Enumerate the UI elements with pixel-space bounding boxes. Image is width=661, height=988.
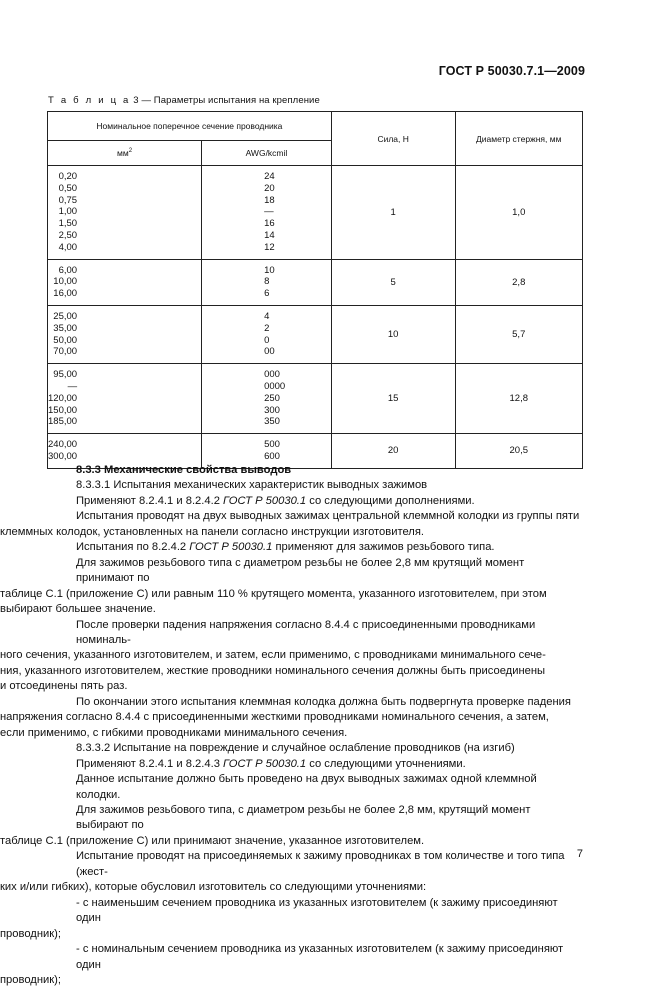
cell-awg-kcmil bbox=[202, 305, 332, 363]
cell-section-mm2-value: 300,00 bbox=[48, 450, 78, 462]
paragraph-4-line-2: таблице С.1 (приложение С) или равным 110 % крутящего момента, указанного изготовителем, при этом bbox=[0, 587, 547, 600]
test-parameters-table bbox=[47, 111, 583, 469]
table-caption-title: — Параметры испытания на крепление bbox=[141, 95, 320, 106]
paragraph-6-line-2: напряжения согласно 8.4.4 с присоединенными жесткими проводниками номинального сечения, а затем, bbox=[0, 711, 549, 724]
paragraph-6-line-1: По окончании этого испытания клеммная колодка должна быть подвергнута проверке падения bbox=[76, 695, 571, 708]
header-conductor-section: Номинальное поперечное сечение проводника bbox=[48, 112, 332, 141]
paragraph-11-line-2: проводник); bbox=[0, 927, 61, 940]
cell-force: 1 bbox=[331, 166, 455, 260]
header-mm2-unit: мм bbox=[117, 148, 129, 158]
paragraph-6-line-3: если применимо, с гибкими проводниками минимального сечения. bbox=[0, 726, 348, 739]
paragraph-1 bbox=[76, 494, 583, 509]
cell-section-mm2 bbox=[48, 166, 202, 260]
standard-reference: ГОСТ Р 50030.1 bbox=[223, 494, 307, 507]
paragraph-4 bbox=[0, 556, 583, 618]
section-8-3-3-number: 8.3.3 bbox=[76, 464, 101, 476]
cell-rod-diameter: 1,0 bbox=[455, 166, 582, 260]
paragraph-12-line-2: проводник); bbox=[0, 973, 61, 986]
cell-section-mm2-value: 0,50 bbox=[58, 182, 78, 194]
table-caption bbox=[48, 95, 320, 106]
paragraph-5-line-2: ного сечения, указанного изготовителем, и затем, если применимо, с проводниками минимального сече- bbox=[0, 649, 546, 662]
cell-awg-kcmil bbox=[202, 259, 332, 305]
section-8-3-3-title: Механические свойства выводов bbox=[104, 464, 292, 476]
cell-awg-kcmil-value: 000 bbox=[264, 369, 280, 381]
paragraph-11 bbox=[0, 896, 583, 942]
cell-awg-kcmil-value: 4 bbox=[264, 310, 270, 322]
standard-reference: ГОСТ Р 50030.1 bbox=[189, 541, 273, 554]
cell-awg-kcmil-value: 600 bbox=[264, 450, 280, 462]
cell-section-mm2-value: 25,00 bbox=[53, 310, 78, 322]
cell-section-mm2-value: 185,00 bbox=[48, 416, 78, 428]
cell-awg-kcmil-value: — bbox=[264, 206, 274, 218]
paragraph-4-line-1: Для зажимов резьбового типа с диаметром резьбы не более 2,8 мм крутящий момент принимают по bbox=[76, 556, 525, 585]
cell-awg-kcmil-value: 14 bbox=[264, 229, 275, 241]
cell-awg-kcmil bbox=[202, 364, 332, 434]
paragraph-1-start: Применяют 8.2.4.1 и 8.2.4.2 bbox=[76, 494, 224, 507]
cell-section-mm2-value: 35,00 bbox=[53, 322, 78, 334]
section-8-3-3 bbox=[76, 463, 583, 478]
paragraph-5-line-3: ния, указанного изготовителем, жесткие проводники номинального сечения должны быть присоединены bbox=[0, 664, 546, 677]
cell-section-mm2-value: 2,50 bbox=[58, 229, 78, 241]
cell-awg-kcmil-value: 2 bbox=[264, 322, 270, 334]
paragraph-6 bbox=[0, 695, 583, 741]
cell-awg-kcmil-value: 6 bbox=[264, 288, 270, 300]
cell-section-mm2 bbox=[48, 364, 202, 434]
cell-rod-diameter: 20,5 bbox=[455, 434, 582, 469]
paragraph-9-line-1: Для зажимов резьбового типа, с диаметром резьбы не более 2,8 мм, крутящий момент выбирают по bbox=[76, 803, 531, 832]
cell-awg-kcmil-value: 18 bbox=[264, 194, 275, 206]
paragraph-8: Данное испытание должно быть проведено на двух выводных зажимах одной клеммной колодки. bbox=[76, 773, 537, 801]
cell-section-mm2 bbox=[48, 259, 202, 305]
cell-section-mm2-value: 150,00 bbox=[48, 404, 78, 416]
paragraph-5 bbox=[0, 618, 583, 695]
cell-force: 10 bbox=[331, 305, 455, 363]
cell-section-mm2-value: 4,00 bbox=[58, 241, 78, 253]
table-row bbox=[48, 364, 583, 434]
cell-section-mm2 bbox=[48, 305, 202, 363]
table-row bbox=[48, 166, 583, 260]
paragraph-12-line-1: - с номинальным сечением проводника из указанных изготовителем (к зажиму присоединяют один bbox=[76, 943, 564, 971]
cell-section-mm2-value: 0,20 bbox=[58, 171, 78, 182]
cell-awg-kcmil-value: 8 bbox=[264, 276, 270, 288]
table-row bbox=[48, 305, 583, 363]
cell-awg-kcmil-value: 20 bbox=[264, 182, 275, 194]
cell-awg-kcmil-value: 0 bbox=[264, 334, 270, 346]
section-8-3-3-2: 8.3.3.2 Испытание на повреждение и случайное ослабление проводников (на изгиб) bbox=[76, 742, 515, 755]
cell-awg-kcmil-value: 00 bbox=[264, 346, 275, 358]
paragraph-3-start: Испытания по 8.2.4.2 bbox=[76, 541, 190, 554]
paragraph-5-line-4: и отсоединены пять раз. bbox=[0, 680, 128, 693]
paragraph-2 bbox=[0, 509, 583, 540]
paragraph-10 bbox=[0, 849, 583, 895]
cell-section-mm2-value: 120,00 bbox=[48, 392, 78, 404]
document-number: ГОСТ Р 50030.7.1—2009 bbox=[438, 64, 585, 78]
paragraph-7-start: Применяют 8.2.4.1 и 8.2.4.3 bbox=[76, 757, 224, 770]
header-awg: AWG/kcmil bbox=[202, 141, 332, 166]
cell-force: 15 bbox=[331, 364, 455, 434]
paragraph-5-line-1: После проверки падения напряжения согласно 8.4.4 с присоединенными проводниками номиналь- bbox=[76, 618, 536, 646]
cell-awg-kcmil-value: 24 bbox=[264, 171, 275, 182]
cell-section-mm2-value: 10,00 bbox=[53, 276, 78, 288]
cell-section-mm2-value: 6,00 bbox=[58, 264, 78, 276]
header-rod-diameter: Диаметр стержня, мм bbox=[455, 112, 582, 166]
header-mm2-sup: 2 bbox=[128, 148, 133, 155]
cell-section-mm2-value: 95,00 bbox=[53, 369, 78, 381]
paragraph-11-line-1: - с наименьшим сечением проводника из указанных изготовителем (к зажиму присоединяют один bbox=[76, 896, 558, 925]
table-row bbox=[48, 259, 583, 305]
paragraph-9 bbox=[0, 803, 583, 849]
paragraph-10-line-2: ких и/или гибких), которые обусловил изготовитель со следующими уточнениями: bbox=[0, 881, 427, 894]
header-mm2 bbox=[48, 141, 202, 166]
paragraph-2-line-1: Испытания проводят на двух выводных зажимах центральной клеммной колодки из группы пяти bbox=[76, 510, 580, 523]
cell-awg-kcmil-value: 350 bbox=[264, 416, 280, 428]
cell-force: 5 bbox=[331, 259, 455, 305]
cell-awg-kcmil bbox=[202, 166, 332, 260]
paragraph-1-end: со следующими дополнениями. bbox=[306, 494, 475, 507]
standard-reference: ГОСТ Р 50030.1 bbox=[223, 757, 307, 770]
table-caption-number: 3 bbox=[133, 95, 139, 106]
body-text bbox=[0, 463, 583, 988]
paragraph-10-line-1: Испытание проводят на присоединяемых к зажиму проводниках в том количестве и того типа (жест- bbox=[76, 850, 565, 878]
paragraph-7 bbox=[76, 757, 583, 772]
page-number: 7 bbox=[576, 848, 583, 860]
cell-awg-kcmil-value: 0000 bbox=[264, 380, 286, 392]
paragraph-9-line-2: таблице С.1 (приложение С) или принимают значение, указанное изготовителем. bbox=[0, 834, 425, 847]
cell-section-mm2-value: 240,00 bbox=[48, 439, 78, 451]
cell-section-mm2-value: 70,00 bbox=[53, 346, 78, 358]
cell-rod-diameter: 2,8 bbox=[455, 259, 582, 305]
paragraph-4-line-3: выбирают большее значение. bbox=[0, 603, 156, 616]
cell-awg-kcmil-value: 12 bbox=[264, 241, 275, 253]
table-caption-prefix: Т а б л и ц а bbox=[48, 95, 131, 106]
paragraph-3 bbox=[76, 540, 583, 555]
header-force: Сила, Н bbox=[331, 112, 455, 166]
cell-section-mm2-value: 16,00 bbox=[53, 288, 78, 300]
paragraph-2-line-2: клеммных колодок, установленных на панели согласно инструкции изготовителя. bbox=[0, 525, 424, 538]
cell-section-mm2-value: 50,00 bbox=[53, 334, 78, 346]
cell-rod-diameter: 5,7 bbox=[455, 305, 582, 363]
cell-section-mm2-value: 0,75 bbox=[58, 194, 78, 206]
paragraph-7-end: со следующими уточнениями. bbox=[306, 757, 466, 770]
section-8-3-3-1: 8.3.3.1 Испытания механических характеристик выводных зажимов bbox=[76, 479, 428, 492]
cell-rod-diameter: 12,8 bbox=[455, 364, 582, 434]
cell-section-mm2-value: 1,00 bbox=[58, 206, 78, 218]
cell-awg-kcmil-value: 16 bbox=[264, 218, 275, 230]
cell-section-mm2-value: 1,50 bbox=[58, 218, 78, 230]
cell-force: 20 bbox=[331, 434, 455, 469]
cell-awg-kcmil-value: 500 bbox=[264, 439, 280, 451]
paragraph-3-end: применяют для зажимов резьбового типа. bbox=[272, 541, 495, 554]
paragraph-12 bbox=[0, 942, 583, 988]
cell-section-mm2-value: — bbox=[67, 380, 78, 392]
cell-awg-kcmil-value: 10 bbox=[264, 264, 275, 276]
cell-awg-kcmil-value: 300 bbox=[264, 404, 280, 416]
cell-awg-kcmil-value: 250 bbox=[264, 392, 280, 404]
